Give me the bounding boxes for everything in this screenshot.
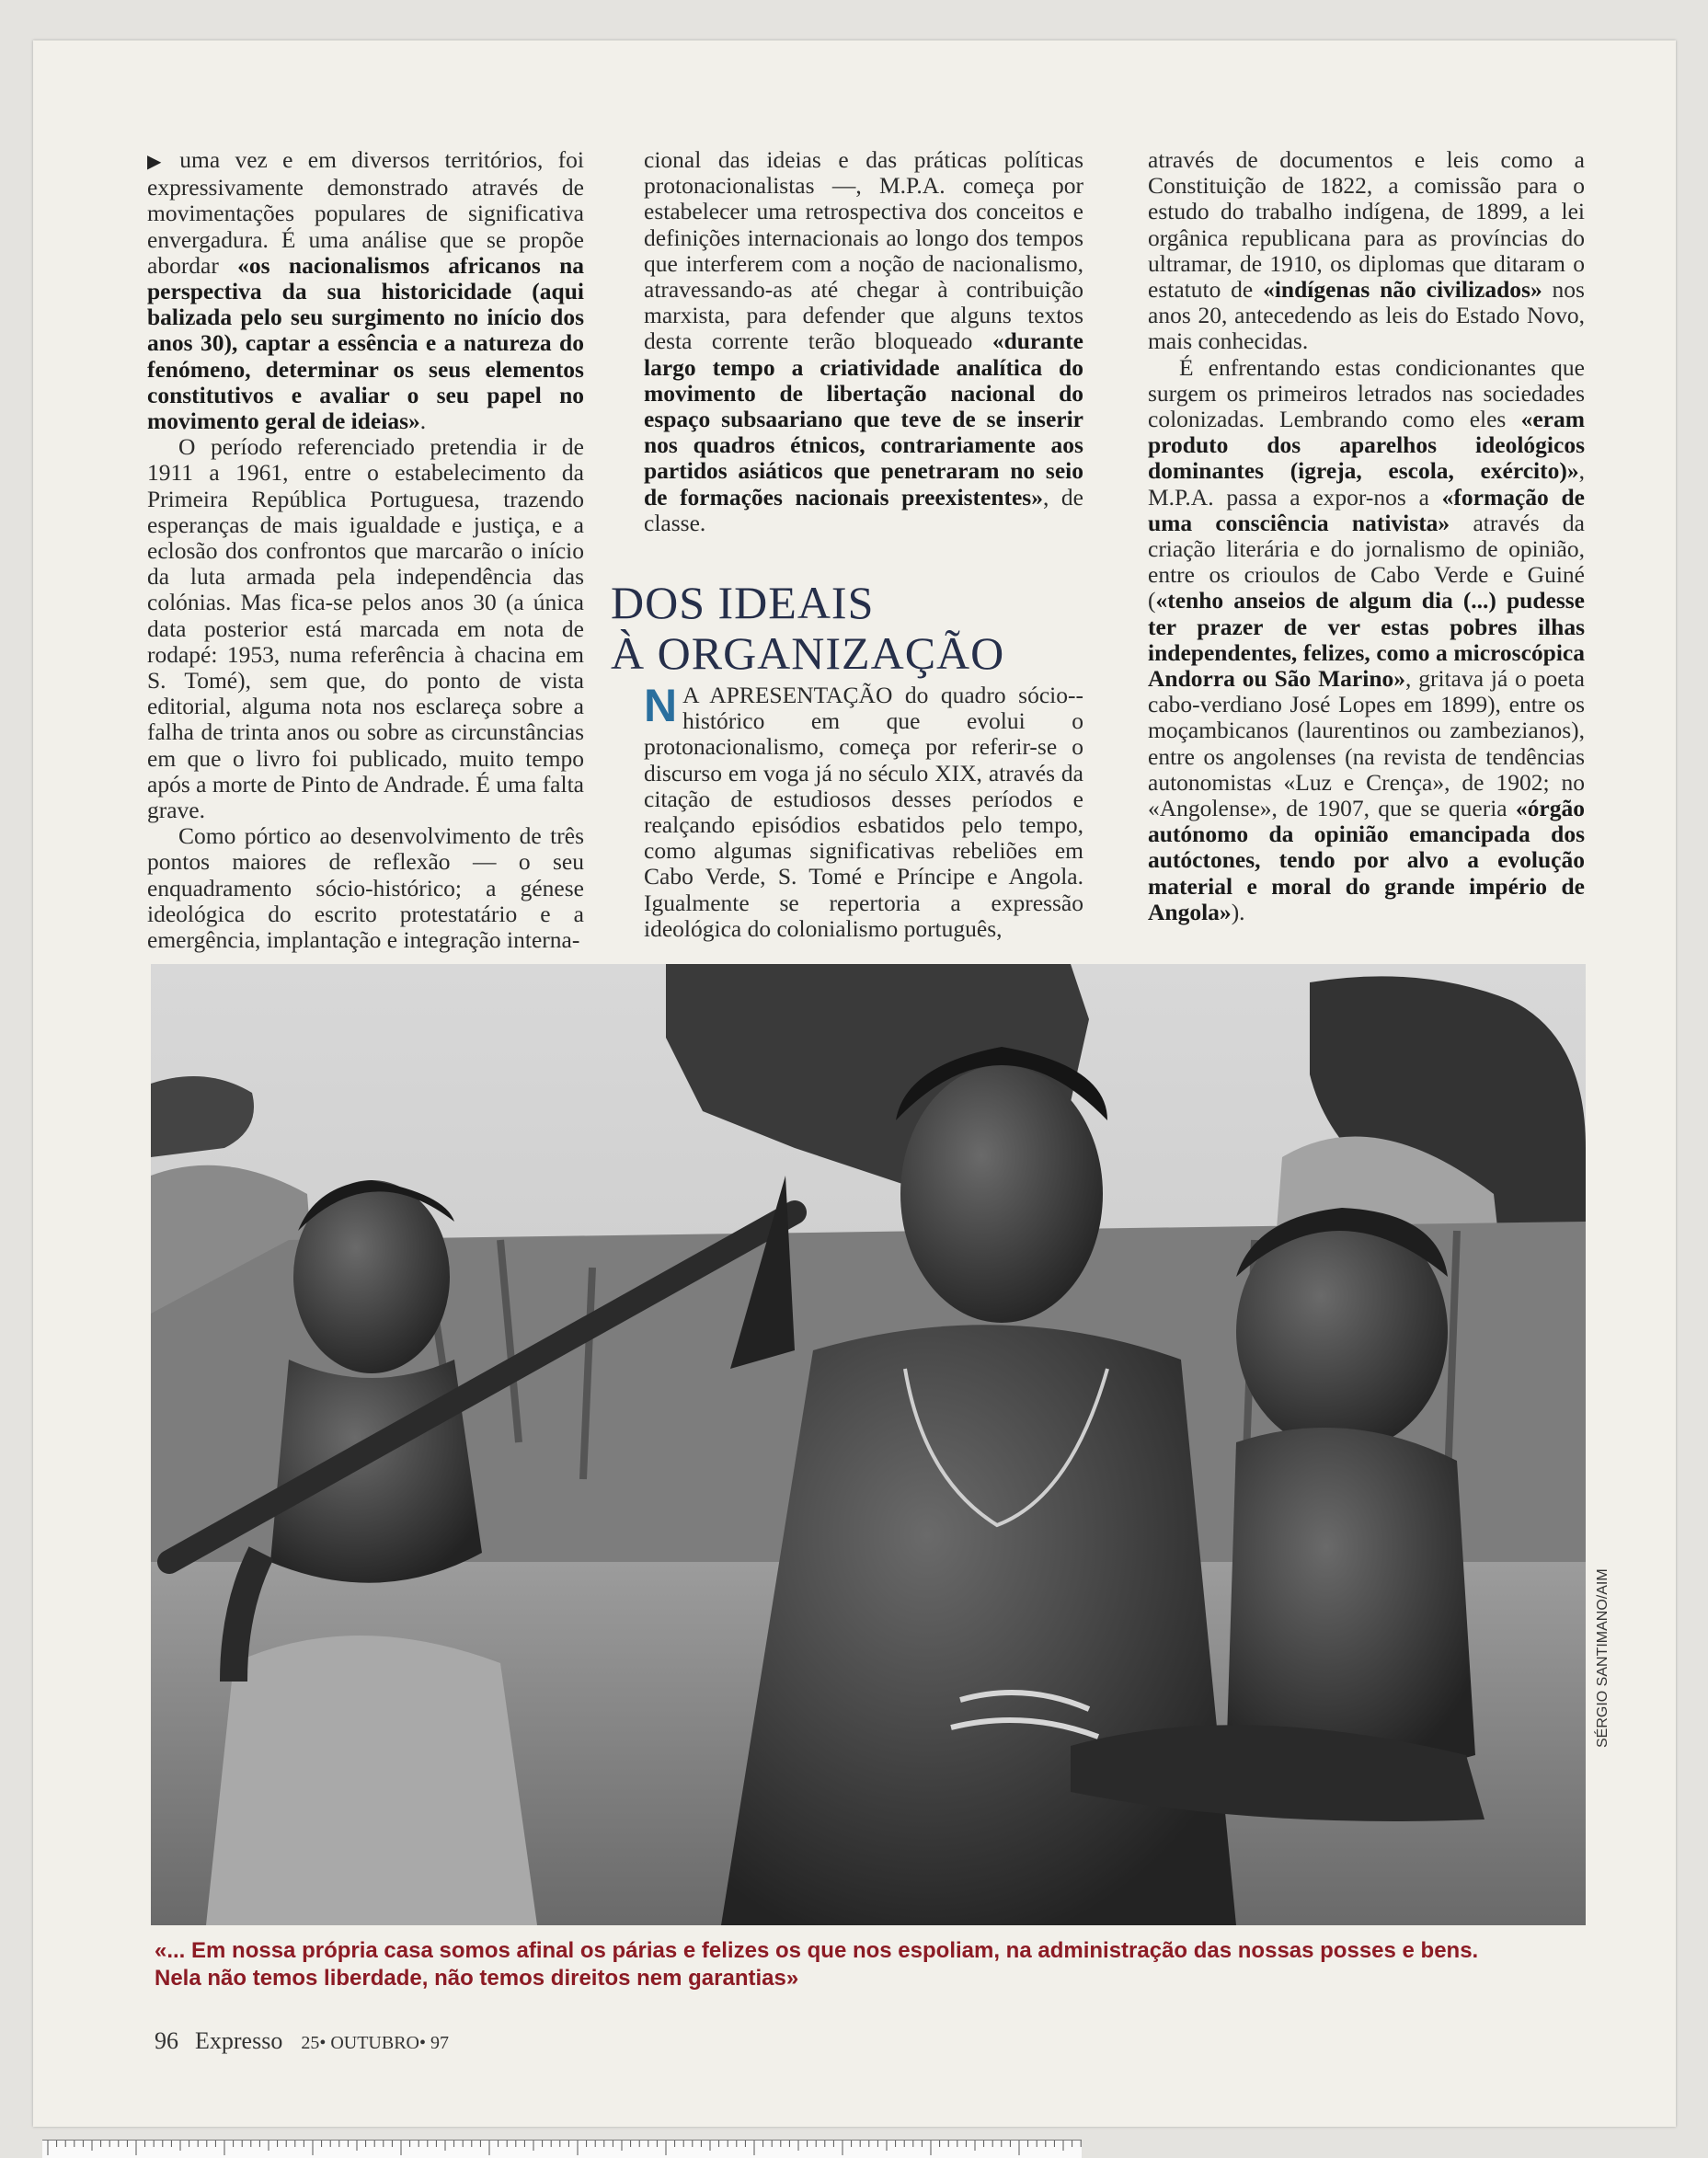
page-footer xyxy=(155,2027,449,2055)
section-headline xyxy=(611,578,1089,679)
triangle-marker-icon: ▶ xyxy=(147,152,171,172)
caption-line-2: Nela não temos liberdade, não temos direitos nem garantias» xyxy=(155,1966,799,1991)
issue-date: 25• OUTUBRO• 97 xyxy=(301,2033,450,2053)
magazine-name: Expresso xyxy=(195,2027,283,2054)
photo-credit: SÉRGIO SANTIMANO/AIM xyxy=(1595,1568,1611,1748)
article-column-1 xyxy=(147,147,584,953)
drop-cap: N xyxy=(644,680,678,731)
article-column-2 xyxy=(644,147,1083,536)
photo-caption xyxy=(155,1937,1589,1992)
photo-family xyxy=(151,964,1586,1925)
headline-line-2: À ORGANIZAÇÃO xyxy=(611,627,1005,679)
photo-illustration xyxy=(151,964,1586,1925)
ruler-ticks xyxy=(42,2141,1082,2158)
paragraph: ▶ uma vez e em diversos territórios, foi expressivamente demonstrado através de movimentações populares de significativa envergadura. É uma análise que se propõe abordar «os nacionalismos africanos na perspectiva da sua historicidade (aqui balizada pelo seu surgimento no início dos anos 30), captar a essência e a natureza do fenómeno, determinar os seus elementos constitutivos e avaliar o seu papel no movimento geral de ideias». xyxy=(147,146,584,435)
caption-line-1: «... Em nossa própria casa somos afinal os párias e felizes os que nos espoliam, na administração das nossas posses e bens. xyxy=(155,1938,1479,1963)
page-number: 96 xyxy=(155,2027,178,2054)
paragraph: É enfrentando estas condicionantes que surgem os primeiros letrados nas sociedades colonizadas. Lembrando como eles «eram produto dos aparelhos ideológicos dominantes (igreja, escola, exército)», M.P.A. passa a expor-nos a «formação de uma consciência nativista» através da criação literária e do jornalismo de opinião, entre os crioulos de Cabo Verde e Guiné («tenho anseios de algum dia (...) pudesse ter prazer de ver estas pobres ilhas independentes, felizes, como a microscópica Andorra ou São Marino», gritava já o poeta cabo-verdiano José Lopes em 1899), entre os moçambicanos (laurentinos ou zambezianos), entre os angolenses (na revista de tendências autonomistas «Luz e Crença», de 1902; no «Angolense», de 1907, que se queria «órgão autónomo da opinião emancipada dos autóctones, tendo por alvo a evolução material e moral do grande império de Angola»). xyxy=(1148,353,1586,925)
paragraph: através de documentos e leis como a Constituição de 1822, a comissão para o estudo do trabalho indígena, de 1899, a lei orgânica republicana para as províncias do ultramar, de 1910, os diplomas que ditaram o estatuto de «indígenas não civilizados» nos anos 20, antecedendo as leis do Estado Novo, mais conhecidas. xyxy=(1148,146,1585,355)
headline-line-1: DOS IDEAIS xyxy=(611,577,875,628)
article-column-3 xyxy=(1148,147,1585,925)
article-column-2-lower xyxy=(644,680,1083,942)
paragraph: cional das ideias e das práticas políticas protonacionalistas —, M.P.A. começa por estabelecer uma retrospectiva dos conceitos e definições internacionais ao longo dos tempos que interferem com a noção de nacionalismo, atravessando-as até chegar à contribuição marxista, para defender que alguns textos desta corrente terão bloqueado «durante largo tempo a criatividade analítica do movimento de libertação nacional do espaço subsaariano que teve de se inserir nos quadros étnicos, contrariamente aos partidos asiáticos que penetraram no seio de formações nacionais preexistentes», de classe. xyxy=(644,146,1083,536)
paragraph: Como pórtico ao desenvolvimento de três pontos maiores de reflexão — o seu enquadramento sócio-histórico; a génese ideológica do escrito protestatário e a emergência, implantação e integração interna- xyxy=(147,822,584,954)
paragraph: O período referenciado pretendia ir de 1911 a 1961, entre o estabelecimento da Primeira República Portuguesa, trazendo esperanças de mais igualdade e justiça, e a eclosão dos confrontos que marcarão o início da luta armada pela independência das colónias. Mas fica-se pelos anos 30 (a única data posterior está marcada em nota de rodapé: 1953, numa referência à chacina em S. Tomé), sem que, do ponto de vista editorial, alguma nota nos esclareça sobre a falha de trinta anos ou sobre as circunstâncias em que o livro foi publicado, muito tempo após a morte de Pinto de Andrade. É uma falta grave. xyxy=(147,433,584,824)
paragraph: N A APRESENTAÇÃO do quadro sócio--histórico em que evolui o protonacionalismo, começa por referir-se o discurso em voga já no século XIX, através da citação de estudiosos desses períodos e realçando episódios esbatidos pelo tempo, como algumas significativas rebeliões em Cabo Verde, S. Tomé e Príncipe e Angola. Igualmente se repertoria a expressão ideológica do colonialismo português, xyxy=(644,680,1083,942)
scan-ruler xyxy=(42,2140,1082,2158)
